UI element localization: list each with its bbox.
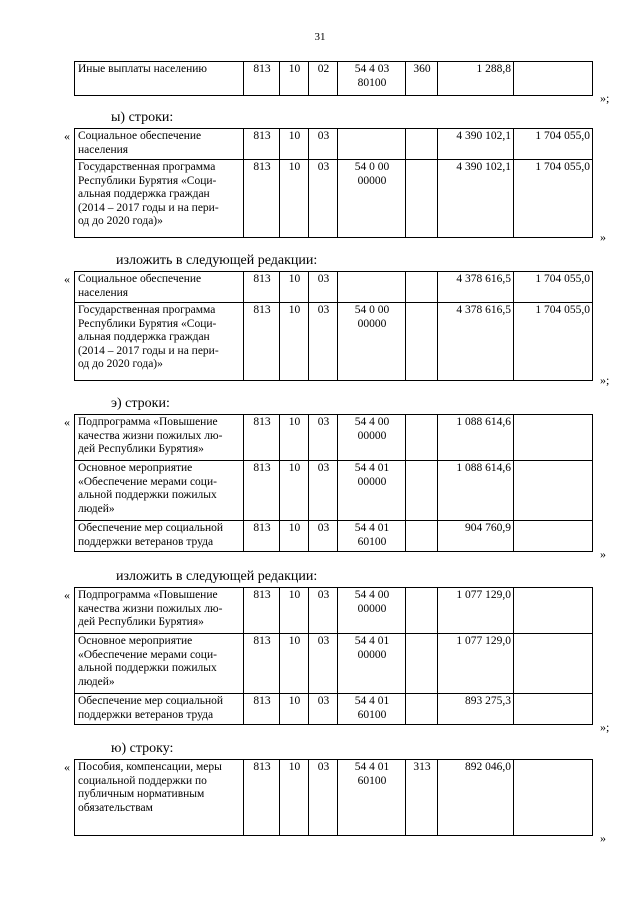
cell-amount-2: 1 704 055,0 (514, 160, 593, 238)
cell-ministry: 813 (244, 62, 280, 96)
budget-table (74, 128, 593, 238)
budget-table (74, 271, 593, 381)
cell-section: 10 (280, 62, 309, 96)
cell-expense-type: 313 (406, 760, 438, 836)
cell-amount-1: 1 288,8 (438, 62, 514, 96)
table-row (75, 62, 593, 96)
cell-subsection: 03 (309, 588, 338, 634)
cell-amount-2 (514, 521, 593, 552)
cell-subsection: 03 (309, 415, 338, 461)
cell-name: Государственная программа Республики Бурятия «Соци- альная поддержка граждан (2014 – 2017 годы и на пери- од до 2020 года)» (75, 160, 244, 238)
cell-subsection: 03 (309, 694, 338, 725)
cell-name: Обеспечение мер социальной поддержки ветеранов труда (75, 521, 244, 552)
table-row (75, 461, 593, 521)
cell-subsection: 03 (309, 129, 338, 160)
cell-name: Иные выплаты населению (75, 62, 244, 96)
block-heading: ю) строку: (111, 741, 174, 756)
budget-table (74, 61, 593, 96)
cell-name: Социальное обеспечение населения (75, 272, 244, 303)
cell-amount-1: 1 077 129,0 (438, 634, 514, 694)
cell-name: Социальное обеспечение населения (75, 129, 244, 160)
cell-amount-2 (514, 461, 593, 521)
cell-section: 10 (280, 694, 309, 725)
cell-expense-type (406, 272, 438, 303)
cell-amount-2: 1 704 055,0 (514, 272, 593, 303)
cell-expense-type (406, 694, 438, 725)
cell-subsection: 03 (309, 760, 338, 836)
cell-expense-type (406, 461, 438, 521)
opening-quote: « (64, 588, 70, 602)
cell-expense-type (406, 129, 438, 160)
cell-amount-1: 893 275,3 (438, 694, 514, 725)
cell-amount-2 (514, 760, 593, 836)
cell-amount-2: 1 704 055,0 (514, 129, 593, 160)
cell-subsection: 03 (309, 521, 338, 552)
cell-ministry: 813 (244, 694, 280, 725)
block-heading: э) строки: (111, 396, 170, 411)
cell-target-article: 54 4 01 00000 (338, 461, 406, 521)
cell-target-article: 54 0 00 00000 (338, 160, 406, 238)
cell-amount-1: 1 077 129,0 (438, 588, 514, 634)
opening-quote: « (64, 272, 70, 286)
cell-name: Подпрограмма «Повышение качества жизни пожилых лю- дей Республики Бурятия» (75, 415, 244, 461)
block-heading: ы) строки: (111, 110, 174, 125)
cell-expense-type (406, 415, 438, 461)
cell-name: Основное мероприятие «Обеспечение мерами соци- альной поддержки пожилых людей» (75, 634, 244, 694)
cell-section: 10 (280, 461, 309, 521)
cell-target-article: 54 0 00 00000 (338, 303, 406, 381)
cell-ministry: 813 (244, 303, 280, 381)
cell-target-article: 54 4 00 00000 (338, 588, 406, 634)
cell-ministry: 813 (244, 461, 280, 521)
cell-ministry: 813 (244, 521, 280, 552)
cell-ministry: 813 (244, 415, 280, 461)
cell-target-article: 54 4 00 00000 (338, 415, 406, 461)
cell-expense-type (406, 160, 438, 238)
budget-table (74, 587, 593, 725)
cell-amount-2: 1 704 055,0 (514, 303, 593, 381)
cell-target-article (338, 272, 406, 303)
cell-expense-type (406, 303, 438, 381)
cell-section: 10 (280, 129, 309, 160)
opening-quote: « (64, 415, 70, 429)
cell-ministry: 813 (244, 129, 280, 160)
table-row (75, 694, 593, 725)
cell-ministry: 813 (244, 760, 280, 836)
cell-subsection: 02 (309, 62, 338, 96)
table-row (75, 272, 593, 303)
block-heading: изложить в следующей редакции: (116, 569, 318, 584)
cell-ministry: 813 (244, 588, 280, 634)
table-row (75, 760, 593, 836)
cell-section: 10 (280, 272, 309, 303)
block-heading: изложить в следующей редакции: (116, 253, 318, 268)
table-row (75, 415, 593, 461)
closing-quote: »; (600, 373, 610, 387)
budget-table (74, 759, 593, 836)
closing-quote: »; (600, 720, 610, 734)
cell-target-article: 54 4 01 60100 (338, 694, 406, 725)
cell-amount-1: 4 378 616,5 (438, 272, 514, 303)
cell-subsection: 03 (309, 634, 338, 694)
cell-name: Обеспечение мер социальной поддержки ветеранов труда (75, 694, 244, 725)
closing-quote: » (600, 547, 606, 561)
cell-amount-1: 1 088 614,6 (438, 415, 514, 461)
cell-target-article: 54 4 03 80100 (338, 62, 406, 96)
cell-target-article (338, 129, 406, 160)
budget-table (74, 414, 593, 552)
cell-subsection: 03 (309, 272, 338, 303)
cell-section: 10 (280, 303, 309, 381)
cell-amount-2 (514, 588, 593, 634)
cell-name: Основное мероприятие «Обеспечение мерами соци- альной поддержки пожилых людей» (75, 461, 244, 521)
cell-ministry: 813 (244, 272, 280, 303)
cell-section: 10 (280, 415, 309, 461)
cell-ministry: 813 (244, 160, 280, 238)
cell-amount-1: 4 390 102,1 (438, 129, 514, 160)
cell-section: 10 (280, 588, 309, 634)
cell-amount-1: 4 378 616,5 (438, 303, 514, 381)
table-row (75, 303, 593, 381)
cell-target-article: 54 4 01 60100 (338, 521, 406, 552)
closing-quote: » (600, 230, 606, 244)
cell-expense-type (406, 588, 438, 634)
cell-target-article: 54 4 01 00000 (338, 634, 406, 694)
cell-section: 10 (280, 634, 309, 694)
cell-subsection: 03 (309, 461, 338, 521)
table-row (75, 634, 593, 694)
cell-amount-1: 892 046,0 (438, 760, 514, 836)
page-number: 31 (314, 31, 326, 43)
opening-quote: « (64, 760, 70, 774)
cell-amount-2 (514, 415, 593, 461)
cell-amount-1: 4 390 102,1 (438, 160, 514, 238)
cell-amount-1: 904 760,9 (438, 521, 514, 552)
cell-amount-2 (514, 634, 593, 694)
cell-name: Государственная программа Республики Бурятия «Соци- альная поддержка граждан (2014 – 2017 годы и на пери- од до 2020 года)» (75, 303, 244, 381)
closing-quote: »; (600, 91, 610, 105)
cell-section: 10 (280, 160, 309, 238)
cell-section: 10 (280, 521, 309, 552)
cell-subsection: 03 (309, 160, 338, 238)
cell-target-article: 54 4 01 60100 (338, 760, 406, 836)
cell-expense-type (406, 634, 438, 694)
cell-name: Пособия, компенсации, меры социальной поддержки по публичным нормативным обязательствам (75, 760, 244, 836)
cell-amount-2 (514, 694, 593, 725)
cell-section: 10 (280, 760, 309, 836)
cell-name: Подпрограмма «Повышение качества жизни пожилых лю- дей Республики Бурятия» (75, 588, 244, 634)
cell-ministry: 813 (244, 634, 280, 694)
opening-quote: « (64, 129, 70, 143)
table-row (75, 160, 593, 238)
table-row (75, 588, 593, 634)
cell-amount-2 (514, 62, 593, 96)
cell-expense-type (406, 521, 438, 552)
cell-amount-1: 1 088 614,6 (438, 461, 514, 521)
cell-subsection: 03 (309, 303, 338, 381)
closing-quote: » (600, 831, 606, 845)
cell-expense-type: 360 (406, 62, 438, 96)
table-row (75, 129, 593, 160)
table-row (75, 521, 593, 552)
